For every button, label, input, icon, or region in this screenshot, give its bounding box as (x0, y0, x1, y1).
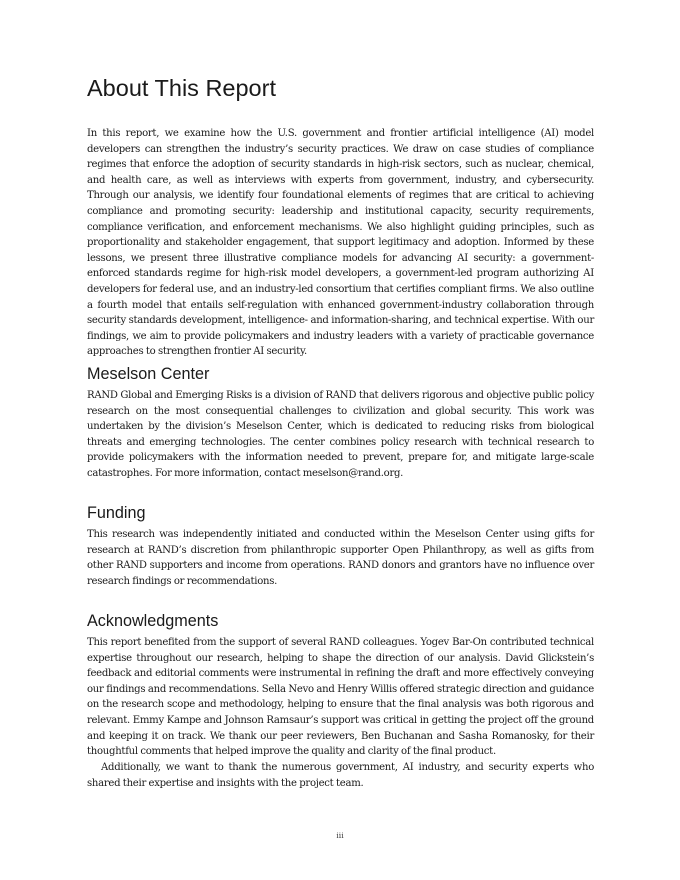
page-number: iii (336, 831, 344, 840)
meselson-center-heading: Meselson Center (87, 365, 210, 383)
funding-heading: Funding (87, 504, 146, 522)
funding-paragraph: This research was independently initiated and conducted within the Meselson Center using gifts for research at RAND’s discretion from philanthropic supporter Open Philanthropy, as well as gifts from other RAND supporters and income from operations. RAND donors and grantors have no influence over research findings or recommendations. (87, 529, 594, 587)
acknowledgments-heading: Acknowledgments (87, 612, 219, 630)
acknowledgments-paragraph: This report benefited from the support of several RAND colleagues. Yogev Bar-On contributed technical expertise throughout our research, helping to shape the direction of our analysis. David Glickstein’s feedback and editorial comments were instrumental in refining the draft and more effectively conveying our findings and recommendations. Sella Nevo and Henry Willis offered strategic direction and guidance on the research scope and methodology, helping to ensure that the final analysis was both rigorous and relevant. Emmy Kampe and Johnson Ramsaur’s support was critical in getting the project off the ground and keeping it on track. We thank our peer reviewers, Ben Buchanan and Sasha Romanosky, for their thoughtful comments that helped improve the quality and clarity of the final product. (87, 637, 594, 758)
meselson-center-paragraph: RAND Global and Emerging Risks is a division of RAND that delivers rigorous and objective public policy research on the most consequential challenges to civilization and global security. This work was undertaken by the division’s Meselson Center, which is dedicated to reducing risks from biological threats and emerging technologies. The center combines policy research with technical research to provide policymakers with the information needed to prevent, prepare for, and mitigate large-scale catastrophes. For more information, contact meselson@rand.org. (87, 390, 594, 479)
acknowledgments-additional-paragraph: Additionally, we want to thank the numerous government, AI industry, and security experts who shared their expertise and insights with the project team. (87, 762, 594, 789)
page-title: About This Report (87, 75, 276, 101)
about-report-paragraph: In this report, we examine how the U.S. government and frontier artificial intelligence (AI) model developers can strengthen the industry’s security practices. We draw on case studies of compliance regimes that enforce the adoption of security standards in high-risk sectors, such as nuclear, chemical, and health care, as well as interviews with experts from government, industry, and cybersecurity. Through our analysis, we identify four foundational elements of regimes that are critical to achieving compliance and promoting security: leadership and institutional capacity, security requirements, compliance verification, and enforcement mechanisms. We also highlight guiding principles, such as proportionality and stakeholder engagement, that support legitimacy and adoption. Informed by these lessons, we present three illustrative compliance models for advancing AI security: a government-enforced standards regime for high-risk model developers, a government-led program authorizing AI developers for federal use, and an industry-led consortium that certifies compliant firms. We also outline a fourth model that entails self-regulation with enhanced government-industry collaboration through security standards development, intelligence- and information-sharing, and technical expertise. With our findings, we aim to provide policymakers and industry leaders with a variety of practicable governance approaches to strengthen frontier AI security. (87, 128, 594, 358)
